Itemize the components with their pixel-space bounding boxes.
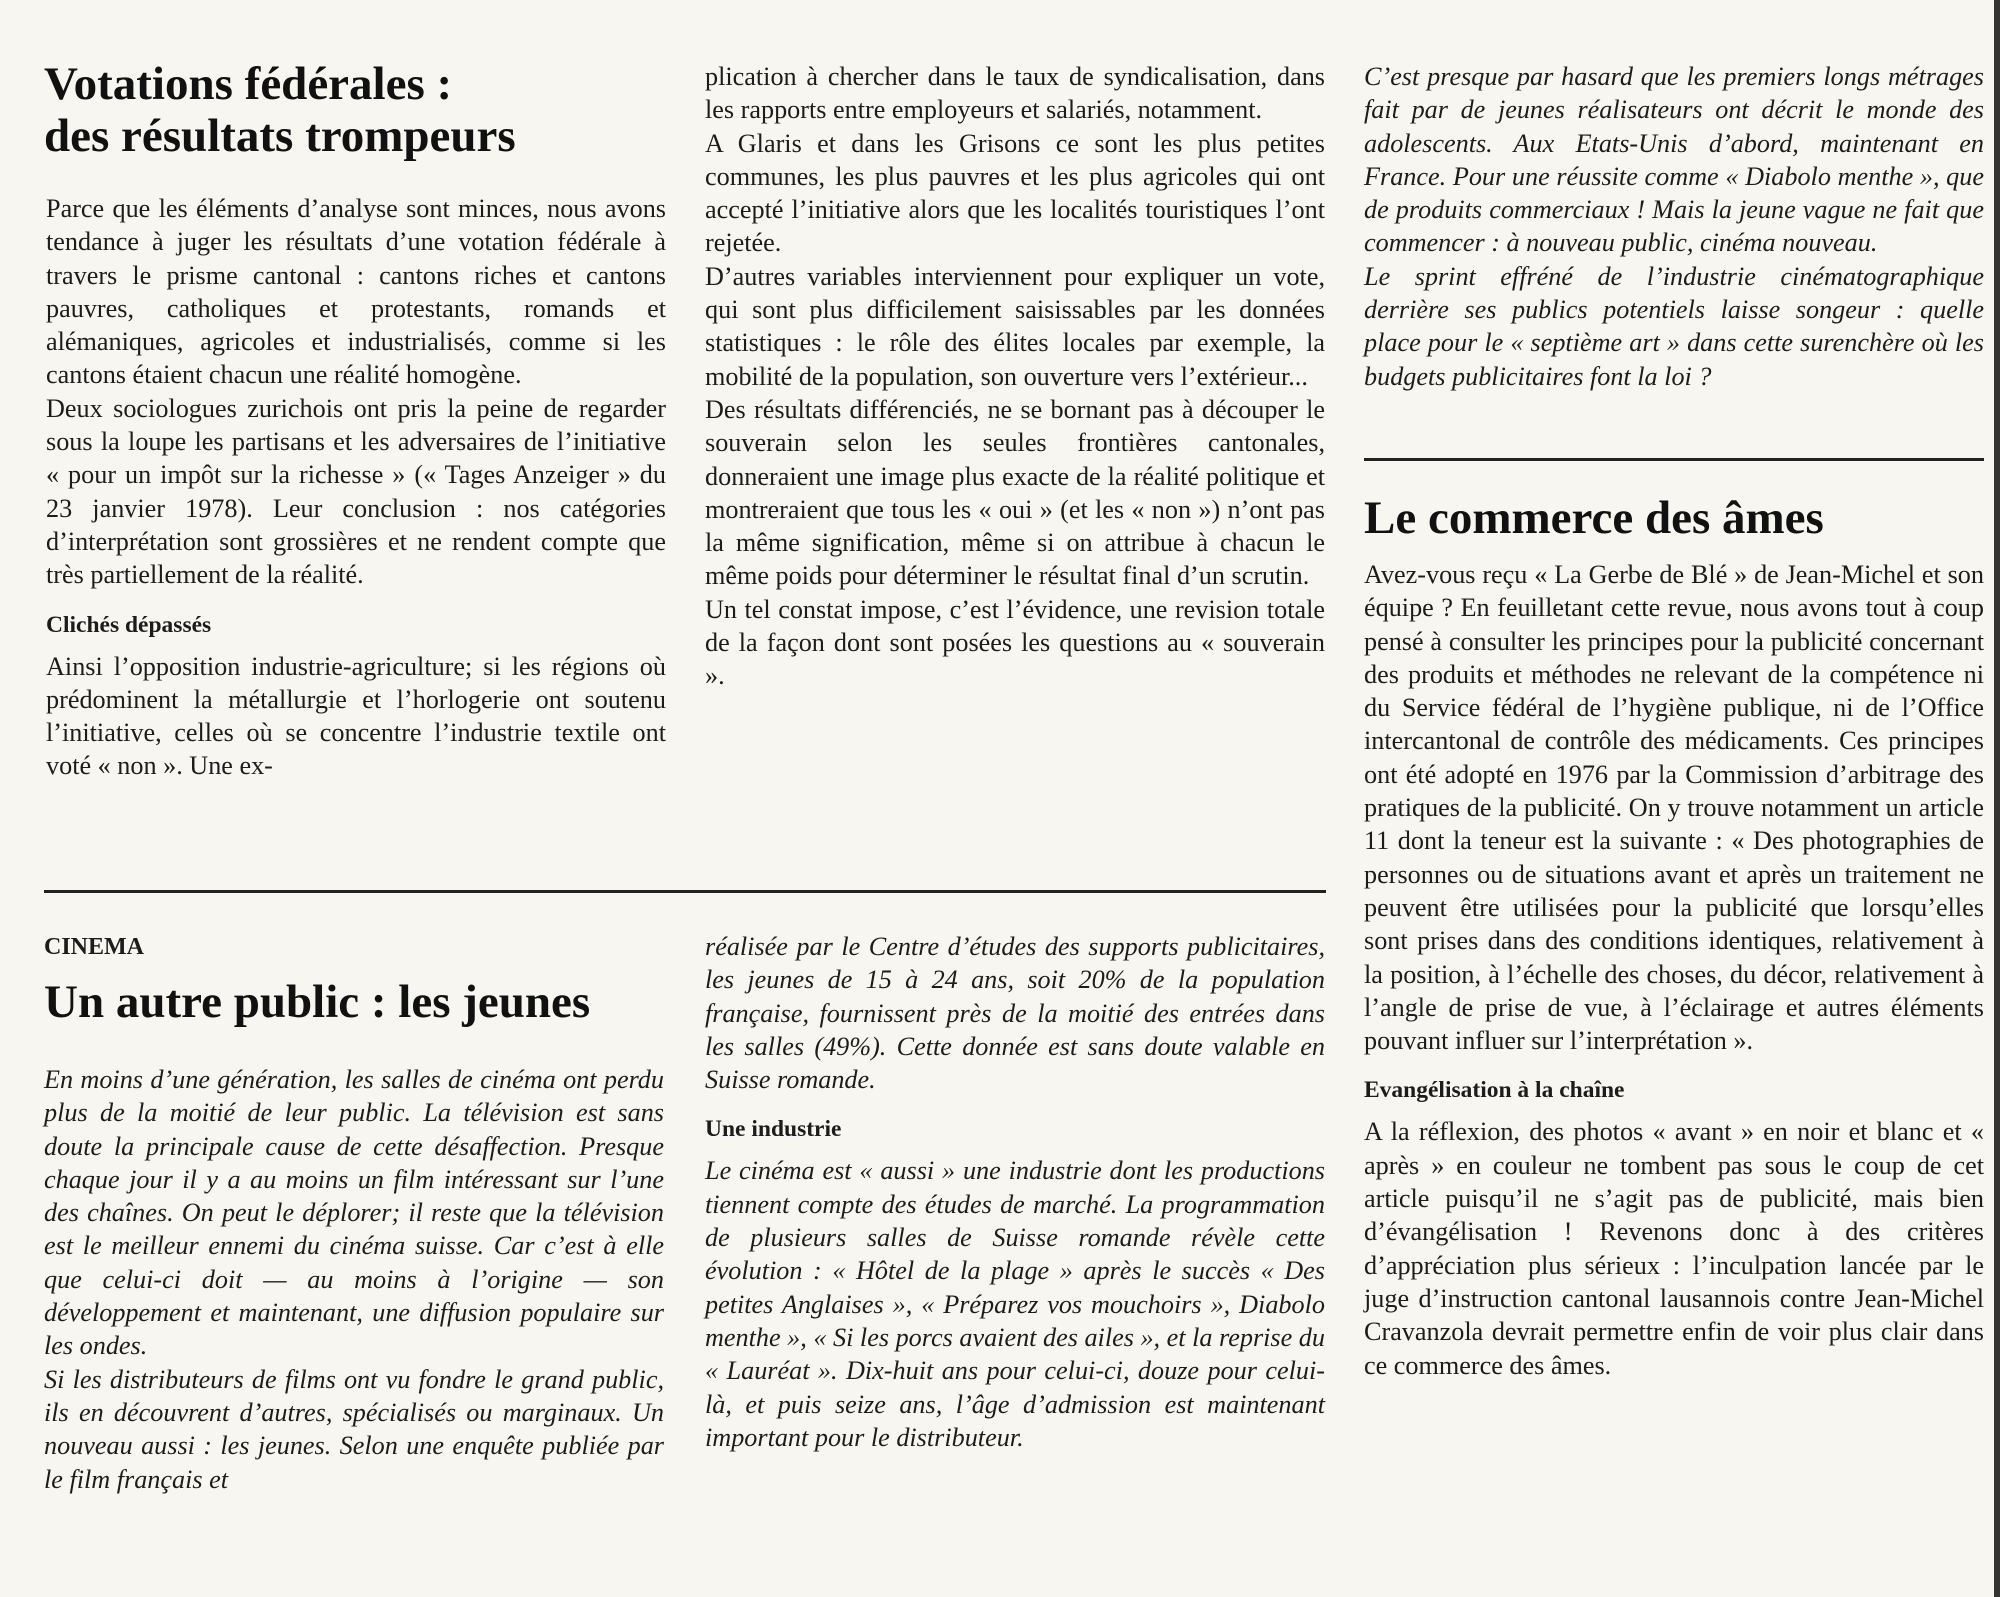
paragraph: plication à chercher dans le taux de syndicalisation, dans les rapports entre employeurs et salariés, notamment.: [705, 62, 1325, 125]
paragraph: D’autres variables interviennent pour expliquer un vote, qui sont plus difficilement saisissables par les données statistiques : le rôle des élites locales par exemple, la mobilité de la population, son ouverture vers l’extérieur...: [705, 261, 1325, 391]
article-commerce: [1364, 492, 1984, 1382]
paragraph: Si les distributeurs de films ont vu fondre le grand public, ils en découvrent d’autres, spécialisés ou marginaux. Un nouveau aussi : les jeunes. Selon une enquête publiée par le film français et: [44, 1364, 664, 1494]
horizontal-rule: [1364, 458, 1984, 461]
article-cinema-col2: [705, 930, 1325, 1454]
paragraph: réalisée par le Centre d’études des supports publicitaires, les jeunes de 15 à 24 ans, soit 20% de la population française, fournissent près de la moitié des entrées dans les salles (49%). Cette donnée est sans doute valable en Suisse romande.: [705, 932, 1325, 1095]
paragraph: Deux sociologues zurichois ont pris la peine de regarder sous la loupe les partisans et les adversaires de l’initiative « pour un impôt sur la richesse » (« Tages Anzeiger » du 23 janvier 1978). Leur conclusion : nos catégories d’interprétation sont grossières et ne rendent compte que très partiellement de la réalité.: [46, 393, 666, 590]
headline-line-1: Votations fédérales :: [44, 58, 453, 110]
section-kicker: CINEMA: [44, 934, 144, 960]
horizontal-rule: [44, 890, 1326, 893]
subheading: Une industrie: [705, 1116, 842, 1143]
paragraph: Parce que les éléments d’analyse sont minces, nous avons tendance à juger les résultats d’une votation fédérale à travers le prisme cantonal : cantons riches et cantons pauvres, catholiques et protestants, romands et alémaniques, agricoles et industrialisés, comme si les cantons étaient chacun une réalité homogène.: [46, 194, 666, 390]
paragraph: Avez-vous reçu « La Gerbe de Blé » de Jean-Michel et son équipe ? En feuilletant cette revue, nous avons tout à coup pensé à consulter les principes pour la publicité concernant des produits et méthodes ne relevant de la compétence ni du Service fédéral de l’hygiène publique, ni de l’Office intercantonal de contrôle des médicaments. Ces principes ont été adopté en 1976 par la Commission d’arbitrage des pratiques de la publicité. On y trouve notamment un article 11 dont la teneur est la suivante : « Des photographies de personnes ou de situations avant et après un traitement ne peuvent être utilisées pour la publicité que lorsqu’elles sont prises dans des conditions identiques, relativement à la position, à l’échelle des choses, du décor, relativement à l’angle de prise de vue, à l’éclairage et autres éléments pouvant influer sur l’interprétation ».: [1364, 560, 1984, 1056]
paragraph: A la réflexion, des photos « avant » en noir et blanc et « après » en couleur ne tombent pas sous le coup de cet article puisqu’il ne s’agit pas de publicité, mais bien d’évangélisation ! Revenons donc à des critères d’appréciation plus sérieux : l’inculpation lancée par le juge d’instruction cantonal lausannois contre Jean-Michel Cravanzola devrait permettre enfin de voir plus clair dans ce commerce des âmes.: [1364, 1117, 1984, 1380]
paragraph: C’est presque par hasard que les premiers longs métrages fait par de jeunes réalisateurs ont décrit le monde des adolescents. Aux Etats-Unis d’abord, maintenant en France. Pour une réussite comme « Diabolo menthe », que de produits commerciaux ! Mais la jeune vague ne fait que commencer : à nouveau public, cinéma nouveau.: [1364, 62, 1984, 258]
subheading: Clichés dépassés: [46, 611, 212, 638]
paragraph: Un tel constat impose, c’est l’évidence, une revision totale de la façon dont sont posées les questions au « souverain ».: [705, 594, 1325, 691]
page-edge: [1994, 0, 2000, 1597]
paragraph: En moins d’une génération, les salles de cinéma ont perdu plus de la moitié de leur public. La télévision est sans doute la principale cause de cette désaffection. Presque chaque jour il y a au moins un film intéressant sur l’une des chaînes. On peut le déplorer; il reste que la télévision est le meilleur ennemi du cinéma suisse. Car c’est à elle que celui-ci doit — au moins à l’origine — son développement et maintenant, une diffusion populaire sur les ondes.: [44, 1065, 664, 1361]
article-votations-col2: [705, 60, 1325, 693]
article-cinema-col3: [1364, 60, 1984, 393]
paragraph: Ainsi l’opposition industrie-agriculture; si les régions où prédominent la métallurgie et l’horlogerie ont soutenu l’initiative, celles où se concentre l’industrie textile ont voté « non ». Une ex-: [46, 651, 666, 781]
headline-line-2: des résultats trompeurs: [44, 110, 516, 162]
paragraph: A Glaris et dans les Grisons ce sont les plus petites communes, les plus pauvres et les plus agricoles qui ont accepté l’initiative alors que les localités touristiques l’ont rejetée.: [705, 128, 1325, 258]
article-headline: Le commerce des âmes: [1364, 492, 1824, 544]
subheading: Evangélisation à la chaîne: [1364, 1077, 1625, 1104]
article-headline: Un autre public : les jeunes: [44, 976, 591, 1028]
article-votations-col1: [46, 192, 666, 783]
article-cinema-header: [44, 932, 684, 1028]
article-votations-headline: [44, 58, 664, 162]
article-cinema-col1: [44, 1063, 664, 1496]
paragraph: Des résultats différenciés, ne se bornant pas à découper le souverain selon les seules frontières cantonales, donneraient une image plus exacte de la réalité politique et montreraient que tous les « oui » (et les « non ») n’ont pas la même signification, même si on attribue à chacun le même poids pour déterminer le résultat final d’un scrutin.: [705, 394, 1325, 591]
paragraph: Le sprint effréné de l’industrie cinématographique derrière ses publics potentiels laisse songeur : quelle place pour le « septième art » dans cette surenchère où les budgets publicitaires font la loi ?: [1364, 261, 1984, 391]
paragraph: Le cinéma est « aussi » une industrie dont les productions tiennent compte des études de marché. La programmation de plusieurs salles de Suisse romande révèle cette évolution : « Hôtel de la plage » après le succès « Des petites Anglaises », « Préparez vos mouchoirs », Diabolo menthe », « Si les porcs avaient des ailes », et la reprise du « Lauréat ». Dix-huit ans pour celui-ci, douze pour celui-là, et puis seize ans, l’âge d’admission est maintenant important pour le distributeur.: [705, 1156, 1325, 1452]
